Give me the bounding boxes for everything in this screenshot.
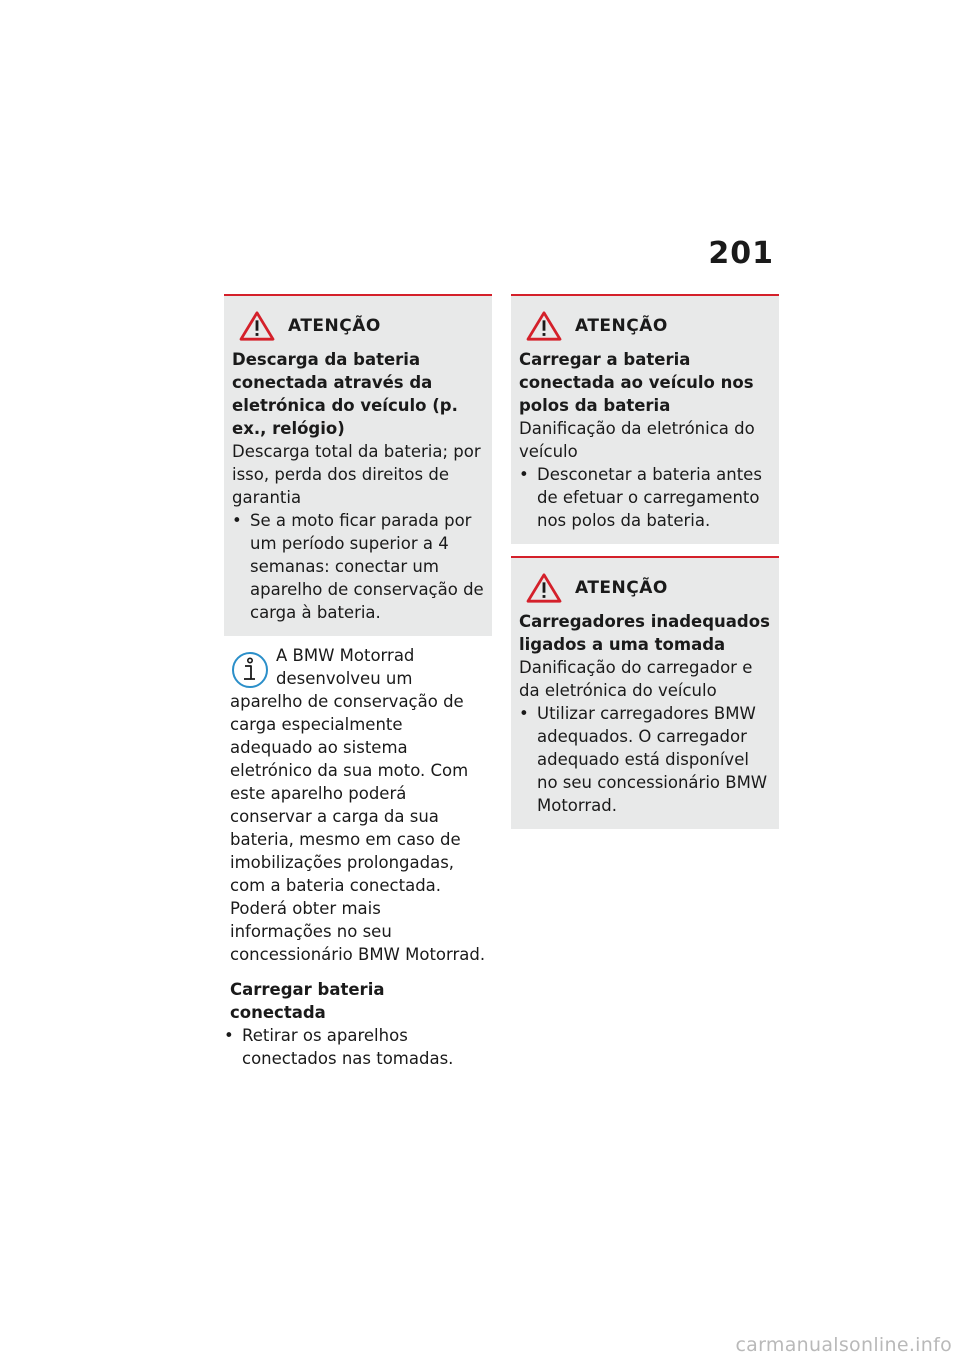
warning-measures — [519, 702, 771, 817]
warning-measures — [232, 509, 484, 624]
warning-measure-item: • Se a moto ficar parada por um período superior a 4 semanas: conectar um aparelho de conservação de carga à bateria. — [232, 509, 484, 624]
warning-heading: Carregadores inadequados ligados a uma tomada — [519, 612, 770, 654]
warning-heading: Carregar a bateria conectada ao veículo nos polos da bateria — [519, 350, 754, 415]
warning-title: ATENÇÃO — [575, 315, 668, 336]
warning-box-charging-poles — [511, 294, 779, 544]
warning-box-chargers — [511, 556, 779, 829]
warning-consequence: Danificação da eletrónica do veículo — [519, 419, 755, 461]
page-number: 201 — [708, 236, 774, 271]
info-note-text: A BMW Motorrad desenvolveu um aparelho de conservação de carga especialmente adequado ao sistema eletrónico da sua moto. Com este aparelho poderá conservar a carga da sua bateria, mesmo em caso de imobilizações prolongadas, com a bateria conectada. Poderá obter mais informações no seu concessionário BMW Motorrad. — [230, 646, 486, 964]
warning-box-battery-discharge — [224, 294, 492, 636]
info-note — [224, 644, 492, 966]
left-column — [224, 294, 492, 1070]
warning-header — [525, 572, 771, 604]
section-action-item: • Retirar os aparelhos conectados nas tomadas. — [224, 1024, 492, 1070]
warning-title: ATENÇÃO — [575, 577, 668, 598]
warning-consequence: Danificação do carregador e da eletrónica do veículo — [519, 658, 753, 700]
section-heading: Carregar bateria conectada — [230, 980, 385, 1022]
warning-consequence: Descarga total da bateria; por isso, perda dos direitos de garantia — [232, 442, 481, 507]
warning-triangle-icon — [238, 310, 276, 342]
section-action-list — [224, 1024, 492, 1070]
warning-triangle-icon — [525, 572, 563, 604]
warning-measures — [519, 463, 771, 532]
warning-title: ATENÇÃO — [288, 315, 381, 336]
warning-header — [525, 310, 771, 342]
warning-triangle-icon — [525, 310, 563, 342]
warning-header — [238, 310, 484, 342]
right-column — [511, 294, 779, 829]
warning-measure-item: • Utilizar carregadores BMW adequados. O carregador adequado está disponível no seu concessionário BMW Motorrad. — [519, 702, 771, 817]
warning-heading: Descarga da bateria conectada através da eletrónica do veículo (p. ex., relógio) — [232, 350, 458, 438]
info-icon — [230, 650, 270, 690]
warning-measure-item: • Desconetar a bateria antes de efetuar o carregamento nos polos da bateria. — [519, 463, 771, 532]
watermark: carmanualsonline.info — [735, 1334, 952, 1356]
